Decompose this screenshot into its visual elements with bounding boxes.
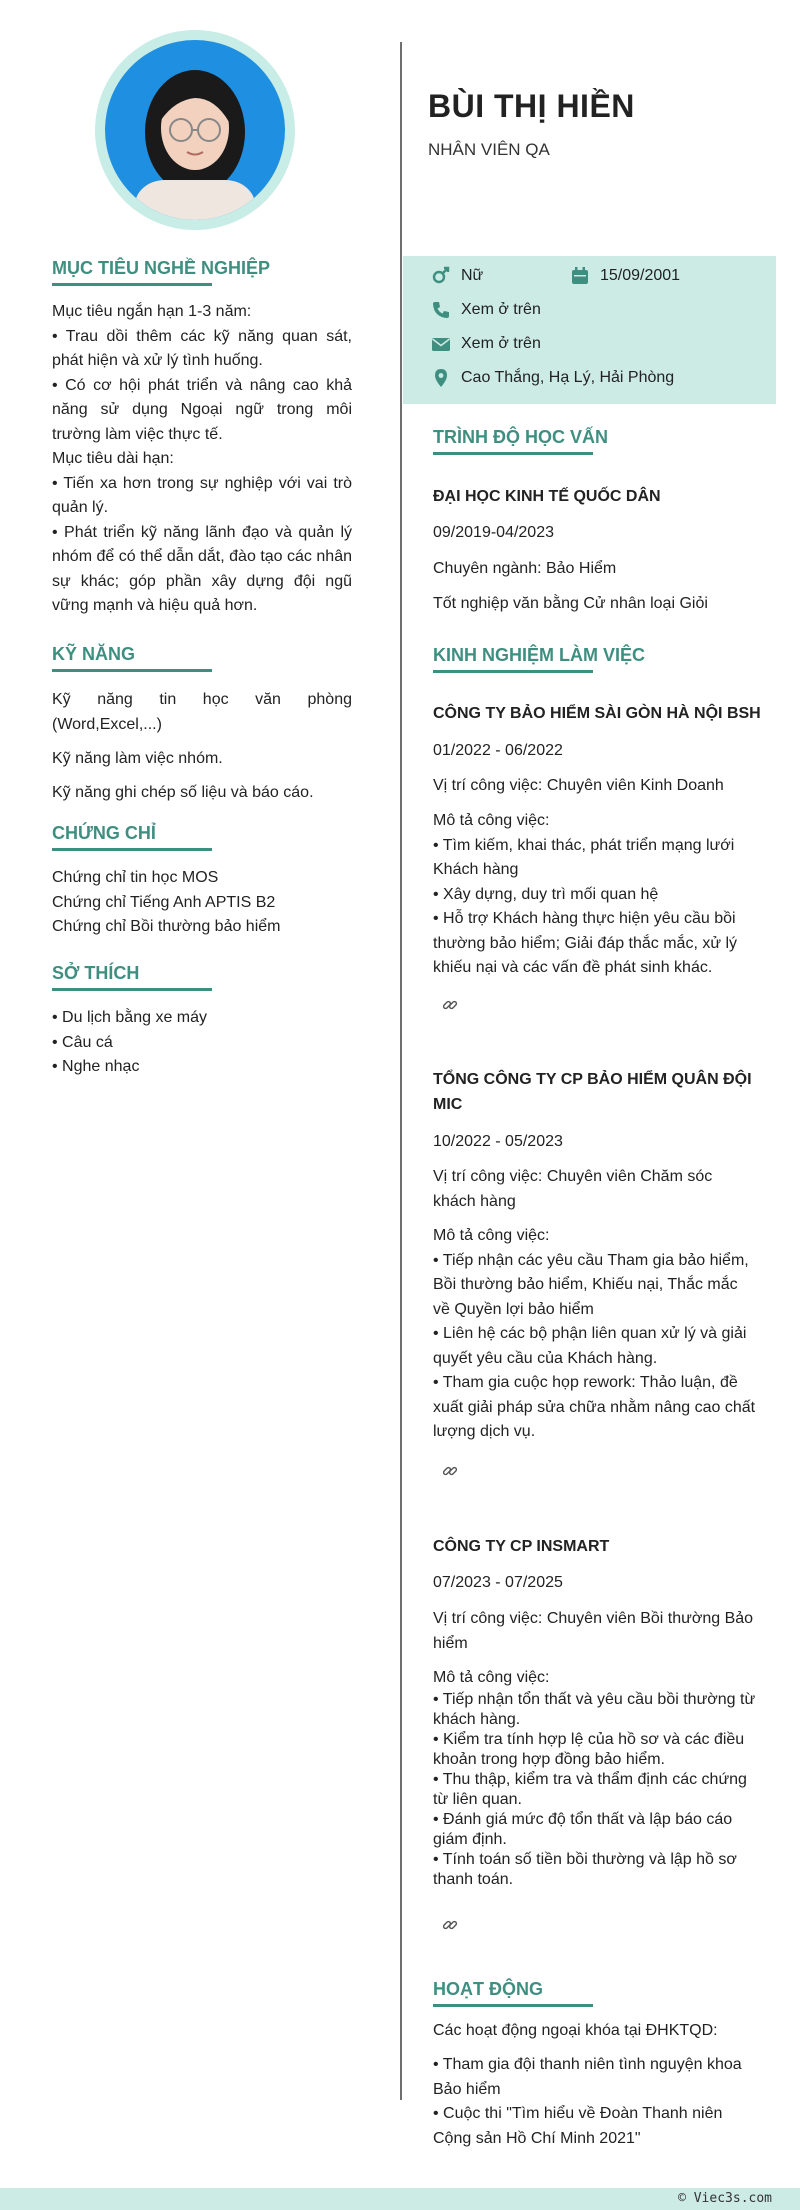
job-period: 01/2022 - 06/2022 xyxy=(433,742,563,759)
job-duty: • Kiểm tra tính hợp lệ của hồ sơ và các điều khoản trong hợp đồng bảo hiểm. xyxy=(433,1731,745,1768)
job-description xyxy=(433,809,758,981)
certificate-item: Chứng chỉ Tiếng Anh APTIS B2 xyxy=(52,893,276,911)
objective-heading: MỤC TIÊU NGHỀ NGHIỆP xyxy=(52,258,271,278)
hobbies-heading: SỞ THÍCH xyxy=(52,963,140,983)
phone-value: Xem ở trên xyxy=(461,301,541,318)
job-description xyxy=(433,1224,758,1445)
job-duty: • Tính toán số tiền bồi thường và lập hồ sơ thanh toán. xyxy=(433,1851,737,1888)
link-icon[interactable] xyxy=(441,996,459,1014)
avatar-photo xyxy=(105,40,285,220)
skill-item: Kỹ năng tin học văn phòng (Word,Excel,...) xyxy=(52,691,352,733)
calendar-icon xyxy=(570,266,590,286)
skills-underline xyxy=(52,669,212,672)
job-desc-title: Mô tả công việc: xyxy=(433,1669,550,1686)
activities-underline xyxy=(433,2004,593,2007)
footer-bar xyxy=(0,2188,800,2210)
objective-line: • Trau dồi thêm các kỹ năng quan sát, phát hiện và xử lý tình huống. xyxy=(52,327,352,369)
job-company: TỔNG CÔNG TY CP BẢO HIỂM QUÂN ĐỘI MIC xyxy=(433,1071,752,1113)
contact-phone xyxy=(431,300,541,320)
hobbies-underline xyxy=(52,988,212,991)
candidate-name: BÙI THỊ HIỀN xyxy=(428,88,635,124)
objective-line: Mục tiêu ngắn hạn 1-3 năm: xyxy=(52,303,252,320)
education-major: Chuyên ngành: Bảo Hiểm xyxy=(433,560,617,577)
certificates-underline xyxy=(52,848,212,851)
job-description xyxy=(433,1666,763,1890)
contact-address xyxy=(431,368,674,388)
gender-value: Nữ xyxy=(461,267,484,284)
footer-credit: © Viec3s.com xyxy=(678,2191,772,2206)
link-icon[interactable] xyxy=(441,1462,459,1480)
address-value: Cao Thắng, Hạ Lý, Hải Phòng xyxy=(461,369,675,386)
hobby-item: • Du lịch bằng xe máy xyxy=(52,1009,208,1026)
skill-item: Kỹ năng ghi chép số liệu và báo cáo. xyxy=(52,784,314,801)
gender-icon xyxy=(431,266,451,286)
job-duty: • Tìm kiếm, khai thác, phát triển mạng lưới Khách hàng xyxy=(433,836,735,878)
phone-icon xyxy=(431,300,451,320)
email-icon xyxy=(431,334,451,354)
objective-text xyxy=(52,300,352,619)
education-degree: Tốt nghiệp văn bằng Cử nhân loại Giỏi xyxy=(433,595,708,612)
job-duty: • Liên hệ các bộ phận liên quan xử lý và giải quyết yêu cầu của Khách hàng. xyxy=(433,1325,747,1367)
job-duty: • Tiếp nhận tổn thất và yêu cầu bồi thường từ khách hàng. xyxy=(433,1691,756,1728)
activities-intro: Các hoạt động ngoại khóa tại ĐHKTQD: xyxy=(433,2022,718,2039)
location-icon xyxy=(431,368,451,388)
activities-list xyxy=(433,2053,758,2151)
job-position: Vị trí công việc: Chuyên viên Kinh Doanh xyxy=(433,777,724,794)
hobby-item: • Nghe nhạc xyxy=(52,1058,140,1075)
contact-email xyxy=(431,334,541,354)
email-value: Xem ở trên xyxy=(461,335,541,352)
education-period: 09/2019-04/2023 xyxy=(433,524,554,541)
job-position: Vị trí công việc: Chuyên viên Chăm sóc khách hàng xyxy=(433,1168,713,1210)
contact-dob xyxy=(570,266,680,286)
hobby-item: • Câu cá xyxy=(52,1033,113,1051)
objective-line: • Phát triển kỹ năng lãnh đạo và quản lý nhóm để có thể dẫn dắt, đào tạo các nhân sự khác; góp phần xây dựng đội ngũ vững mạnh và hiệu quả hơn. xyxy=(52,523,352,614)
job-company: CÔNG TY CP INSMART xyxy=(433,1538,610,1555)
job-desc-title: Mô tả công việc: xyxy=(433,812,550,829)
education-underline xyxy=(433,452,593,455)
certificate-item: Chứng chỉ Bồi thường bảo hiểm xyxy=(52,918,281,935)
dob-value: 15/09/2001 xyxy=(600,267,681,284)
experience-heading: KINH NGHIỆM LÀM VIỆC xyxy=(433,645,646,665)
job-company: CÔNG TY BẢO HIỂM SÀI GÒN HÀ NỘI BSH xyxy=(433,705,761,722)
experience-underline xyxy=(433,670,593,673)
job-desc-title: Mô tả công việc: xyxy=(433,1227,550,1244)
skill-item: Kỹ năng làm việc nhóm. xyxy=(52,750,223,767)
job-duty: • Tham gia cuộc họp rework: Thảo luận, đề xuất giải pháp sửa chữa nhằm nâng cao chất lượng dịch vụ. xyxy=(433,1374,756,1440)
objective-line: Mục tiêu dài hạn: xyxy=(52,450,174,467)
objective-underline xyxy=(52,283,212,286)
avatar xyxy=(95,30,295,230)
job-duty: • Xây dựng, duy trì mối quan hệ xyxy=(433,885,659,903)
job-duty: • Thu thập, kiểm tra và thẩm định các chứng từ liên quan. xyxy=(433,1771,747,1808)
skills-heading: KỸ NĂNG xyxy=(52,644,136,664)
hobbies-list xyxy=(52,1006,352,1080)
job-duty: • Đánh giá mức độ tổn thất và lập báo cáo giám định. xyxy=(433,1811,733,1848)
certificate-item: Chứng chỉ tin học MOS xyxy=(52,869,219,886)
contact-gender xyxy=(431,266,483,286)
education-heading: TRÌNH ĐỘ HỌC VẤN xyxy=(433,427,608,447)
job-duty: • Tiếp nhận các yêu cầu Tham gia bảo hiểm, Bồi thường bảo hiểm, Khiếu nại, Thắc mắc về Quyền lợi bảo hiểm xyxy=(433,1251,749,1318)
candidate-title: NHÂN VIÊN QA xyxy=(428,140,550,159)
certificates-list xyxy=(52,866,352,940)
activity-item: • Tham gia đội thanh niên tình nguyện khoa Bảo hiểm xyxy=(433,2056,742,2098)
objective-line: • Có cơ hội phát triển và nâng cao khả năng sử dụng Ngoại ngữ trong môi trường làm việc thực tế. xyxy=(52,376,352,443)
job-position: Vị trí công việc: Chuyên viên Bồi thường Bảo hiểm xyxy=(433,1610,754,1652)
school-name: ĐẠI HỌC KINH TẾ QUỐC DÂN xyxy=(433,488,661,505)
column-divider xyxy=(400,42,402,2100)
link-icon[interactable] xyxy=(441,1916,459,1934)
job-period: 10/2022 - 05/2023 xyxy=(433,1133,563,1150)
activities-heading: HOẠT ĐỘNG xyxy=(433,1979,543,1999)
job-duty: • Hỗ trợ Khách hàng thực hiện yêu cầu bồi thường bảo hiểm; Giải đáp thắc mắc, xử lý khiếu nại và các vấn đề phát sinh khác. xyxy=(433,910,738,976)
certificates-heading: CHỨNG CHỈ xyxy=(52,823,156,843)
job-period: 07/2023 - 07/2025 xyxy=(433,1574,563,1591)
activity-item: • Cuộc thi "Tìm hiểu về Đoàn Thanh niên Cộng sản Hồ Chí Minh 2021" xyxy=(433,2105,723,2147)
objective-line: • Tiến xa hơn trong sự nghiệp với vai trò quản lý. xyxy=(52,474,352,516)
